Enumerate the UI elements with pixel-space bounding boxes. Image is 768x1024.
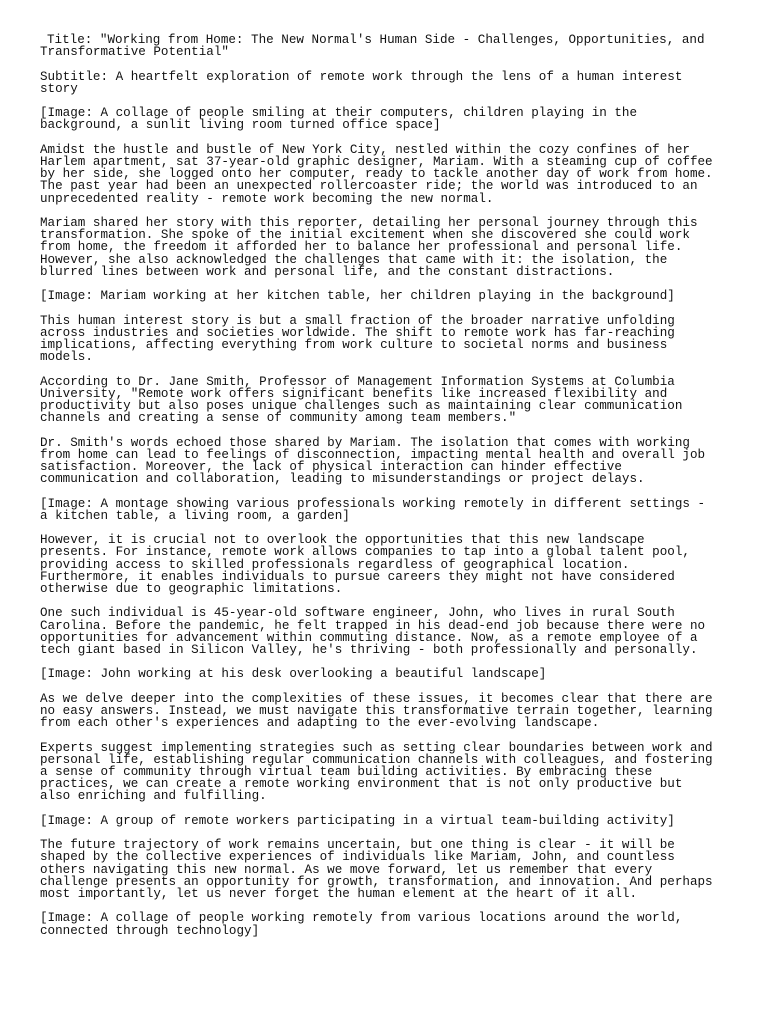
- image-placeholder-paragraph: [Image: A montage showing various professionals working remotely in different settings - a kitchen table, a living room, a garden]: [40, 496, 706, 523]
- body-paragraph: As we delve deeper into the complexities of these issues, it becomes clear that there are no easy answers. Instead, we must navigate this transformative terrain together, learning from each other's experiences and adapting to the ever-evolving landscape.: [40, 691, 713, 731]
- body-paragraph: Mariam shared her story with this reporter, detailing her personal journey through this transformation. She spoke of the initial excitement when she discovered she could work from home, the freedom it afforded her to balance her professional and personal life. However, she also acknowledged the challenges that came with it: the isolation, the blurred lines between work and personal life, and the constant distractions.: [40, 215, 698, 279]
- document-page: [40, 34, 716, 949]
- body-paragraph: One such individual is 45-year-old software engineer, John, who lives in rural South Carolina. Before the pandemic, he felt trapped in his dead-end job because there were no opportunities for advancement within commuting distance. Now, as a remote employee of a tech giant based in Silicon Valley, he's thriving - both professionally and personally.: [40, 606, 706, 657]
- document-title: Title: "Working from Home: The New Normal's Human Side - Challenges, Opportunities, and Transformative Potential": [40, 33, 705, 60]
- document-subtitle: Subtitle: A heartfelt exploration of remote work through the lens of a human interest story: [40, 69, 683, 96]
- image-placeholder-paragraph: [Image: Mariam working at her kitchen table, her children playing in the background]: [40, 289, 675, 304]
- body-paragraph: However, it is crucial not to overlook the opportunities that this new landscape presents. For instance, remote work allows companies to tap into a global talent pool, providing access to skilled professionals regardless of geographical location. Furthermore, it enables individuals to pursue careers they might not have considered otherwise due to geographic limitations.: [40, 533, 690, 596]
- image-placeholder-paragraph: [Image: A group of remote workers participating in a virtual team-building activity]: [40, 813, 675, 828]
- image-placeholder-paragraph: [Image: John working at his desk overlooking a beautiful landscape]: [40, 667, 547, 682]
- body-paragraph: Dr. Smith's words echoed those shared by Mariam. The isolation that comes with working from home can lead to feelings of disconnection, impacting mental health and overall job satisfaction. Moreover, the lack of physical interaction can hinder effective communication and collaboration, leading to misunderstandings or project delays.: [40, 435, 706, 487]
- body-paragraph: Amidst the hustle and bustle of New York City, nestled within the cozy confines of her Harlem apartment, sat 37-year-old graphic designer, Mariam. With a steaming cup of coffee by her side, she logged onto her computer, ready to tackle another day of work from home. The past year had been an unexpected rollercoaster ride; the world was introduced to an unprecedented reality - remote work becoming the new normal.: [40, 142, 713, 206]
- body-paragraph: According to Dr. Jane Smith, Professor of Management Information Systems at Columbia University, "Remote work offers significant benefits like increased flexibility and productivity but also poses unique challenges such as maintaining clear communication channels and creating a sense of community among team members.": [40, 374, 683, 426]
- body-paragraph: This human interest story is but a small fraction of the broader narrative unfolding across industries and societies worldwide. The shift to remote work has far-reaching implications, affecting everything from work culture to societal norms and business models.: [40, 313, 675, 365]
- body-paragraph: The future trajectory of work remains uncertain, but one thing is clear - it will be shaped by the collective experiences of individuals like Mariam, John, and countless others navigating this new normal. As we move forward, let us remember that every challenge presents an opportunity for growth, transformation, and innovation. And perhaps most importantly, let us never forget the human element at the heart of it all.: [40, 838, 713, 901]
- body-paragraph: Experts suggest implementing strategies such as setting clear boundaries between work and personal life, establishing regular communication channels with colleagues, and fostering a sense of community through virtual team building activities. By embracing these practices, we can create a remote working environment that is not only productive but also enriching and fulfilling.: [40, 740, 713, 804]
- image-placeholder-paragraph: [Image: A collage of people working remotely from various locations around the world, connected through technology]: [40, 911, 683, 938]
- image-placeholder-paragraph: [Image: A collage of people smiling at their computers, children playing in the background, a sunlit living room turned office space]: [40, 106, 638, 133]
